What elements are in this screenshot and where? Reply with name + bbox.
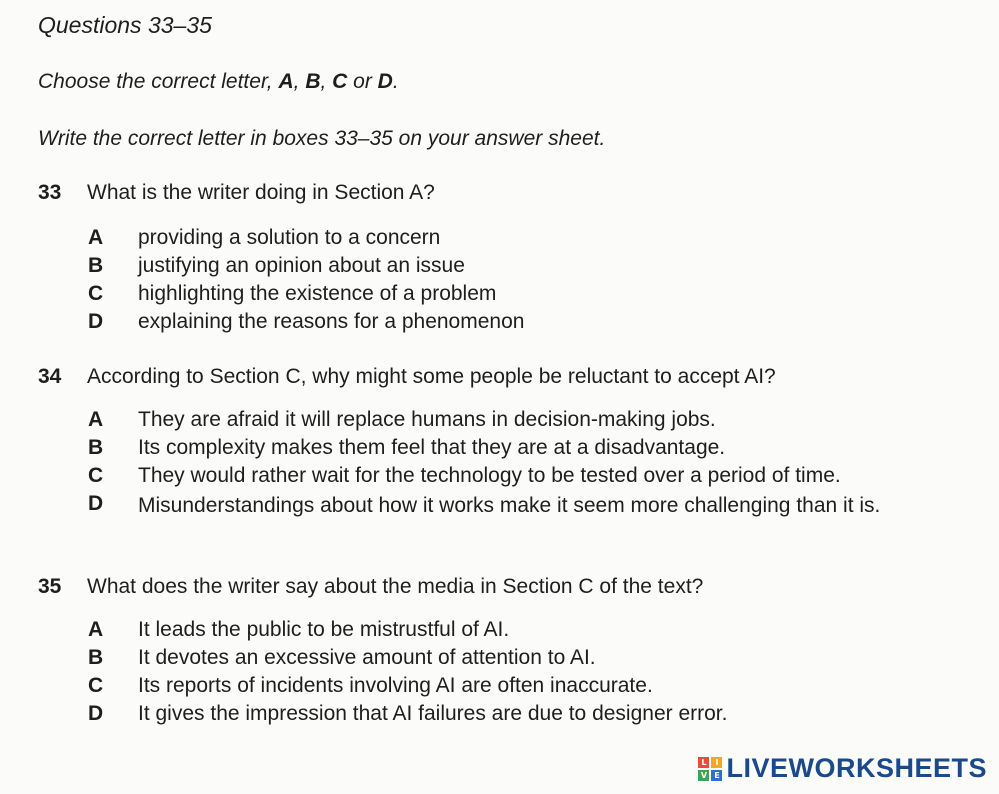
logo-square: E [711, 770, 722, 781]
question-number: 35 [38, 575, 62, 598]
question-number: 33 [38, 181, 62, 204]
logo-square: L [698, 757, 709, 768]
question-text: What is the writer doing in Section A? [87, 181, 435, 204]
logo-square: I [711, 757, 722, 768]
liveworksheets-logo[interactable] [698, 753, 987, 784]
question-text: What does the writer say about the media in Section C of the text? [87, 575, 704, 598]
section-heading: Questions 33–35 [38, 12, 212, 38]
question-number: 34 [38, 365, 62, 388]
question-text: According to Section C, why might some people be reluctant to accept AI? [87, 365, 776, 388]
logo-square: V [698, 770, 709, 781]
logo-squares-icon [698, 757, 722, 781]
instruction-choose-letter: Choose the correct letter, A, B, C or D. [38, 70, 399, 93]
worksheet-page: Questions 33–35 Choose the correct letter, A, B, C or D. Write the correct letter in boxes 33–35 on your answer sheet. 33 What is the writer doing in Section A? A providing a solution to a concern B justifying an opinion about an issue C highlighting the existence of a problem D explaining the reasons for a phenomenon 34 According to Section C, why might some people be reluctant to accept AI? A They are afraid it will replace humans in decision-making jobs. B Its complexity makes them feel that they are at a disadvantage. C They would rather wait for the technology to be tested over a period of time. D Misunderstandings about how it works make it seem more challenging than it is. 35 What does the writer say about the media in Section C of the text? A It leads the public to be mistrustful of AI. B It devotes an excessive amount of attention to AI. C Its reports of incidents involving AI are often inaccurate. D It gives the impression that AI failures are due to designer error. L I V E LIVEWORKSHEETS [38, 12, 987, 783]
instruction-answer-sheet: Write the correct letter in boxes 33–35 on your answer sheet. [38, 127, 606, 150]
logo-text: LIVEWORKSHEETS [726, 753, 987, 783]
